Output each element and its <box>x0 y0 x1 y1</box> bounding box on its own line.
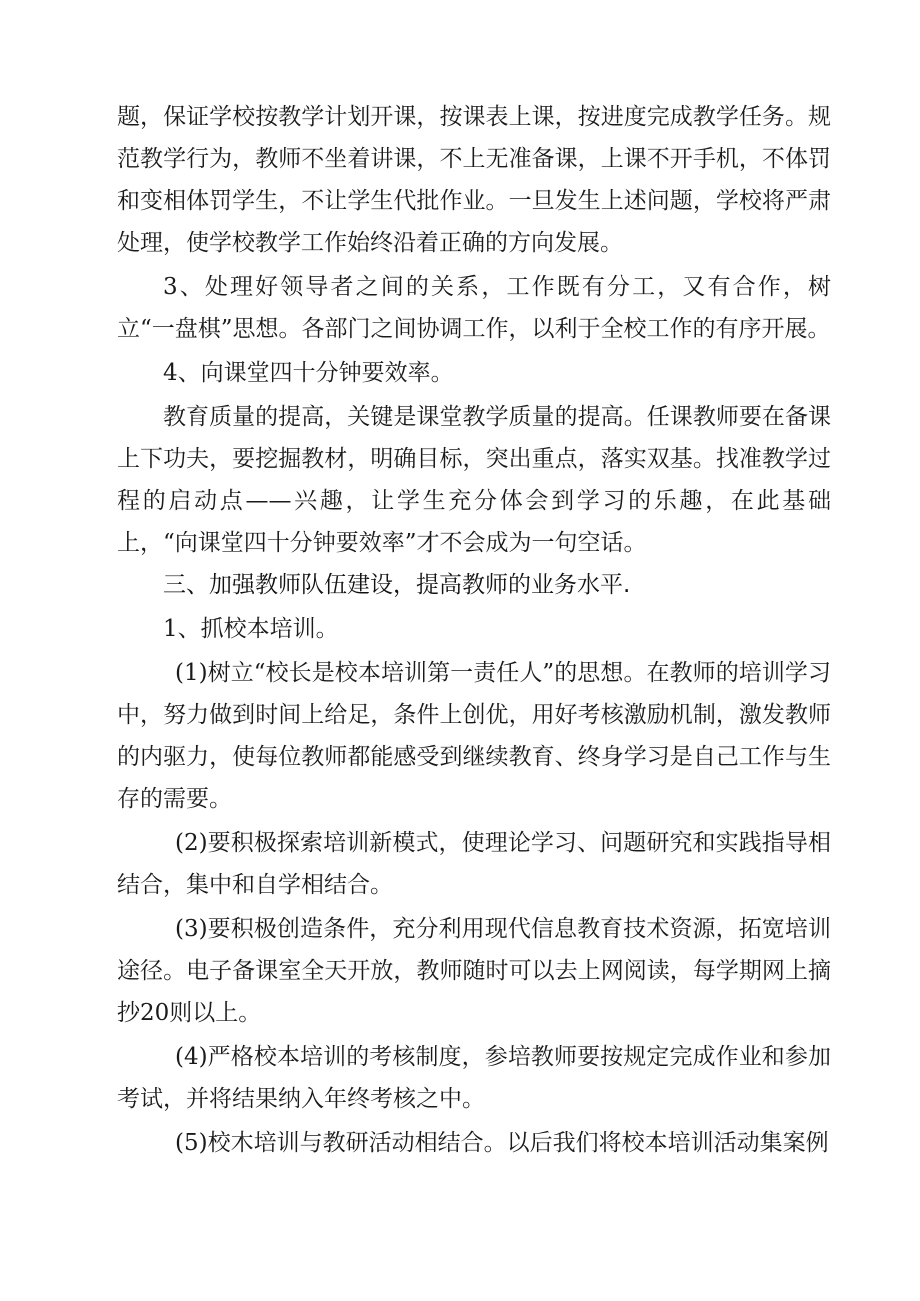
section-heading-teacher-team: 三、加强教师队伍建设，提高教师的业务水平. <box>163 572 631 598</box>
paragraph-leadership-relations: 3、处理好领导者之间的关系，工作既有分工，又有合作，树立“一盘棋”思想。各部门之间协调工作，以利于全校工作的有序开展。 <box>117 274 831 342</box>
paragraph-teaching-order: 题，保证学校按教学计划开课，按课表上课，按进度完成教学任务。规范教学行为，教师不坐着讲课，不上无准备课，上课不开手机，不体罚和变相体罚学生，不让学生代批作业。一旦发生上述问题，学校将严肃处理，使学校教学工作始终沿着正确的方向发展。 <box>117 104 831 256</box>
list-item-training-4: (4)严格校本培训的考核制度，参培教师要按规定完成作业和参加考试，并将结果纳入年终考核之中。 <box>117 1044 831 1112</box>
list-item-training-1: (1)树立“校长是校本培训第一责任人”的思想。在教师的培训学习中，努力做到时间上给足，条件上创优，用好考核激励机制，激发教师的内驱力，使每位教师都能感受到继续教育、终身学习是自己工作与生存的需要。 <box>117 660 831 812</box>
list-item-training-3: (3)要积极创造条件，充分利用现代信息教育技术资源，拓宽培训途径。电子备课室全天开放，教师随时可以去上网阅读，每学期网上摘抄20则以上。 <box>117 916 831 1026</box>
paragraph-classroom-efficiency-title: 4、向课堂四十分钟要效率。 <box>163 360 454 386</box>
document-body <box>117 96 831 1164</box>
list-item-training-2: (2)要积极探索培训新模式，使理论学习、问题研究和实践指导相结合，集中和自学相结合。 <box>117 830 831 898</box>
paragraph-education-quality: 教育质量的提高，关键是课堂教学质量的提高。任课教师要在备课上下功夫，要挖掘教材，明确目标，突出重点，落实双基。找准教学过程的启动点——兴趣，让学生充分体会到学习的乐趣，在此基础上，“向课堂四十分钟要效率”才不会成为一句空话。 <box>117 404 831 556</box>
paragraph-school-training-title: 1、抓校本培训。 <box>163 616 339 642</box>
list-item-training-5: (5)校木培训与教研活动相结合。以后我们将校本培训活动集案例 <box>175 1130 829 1156</box>
